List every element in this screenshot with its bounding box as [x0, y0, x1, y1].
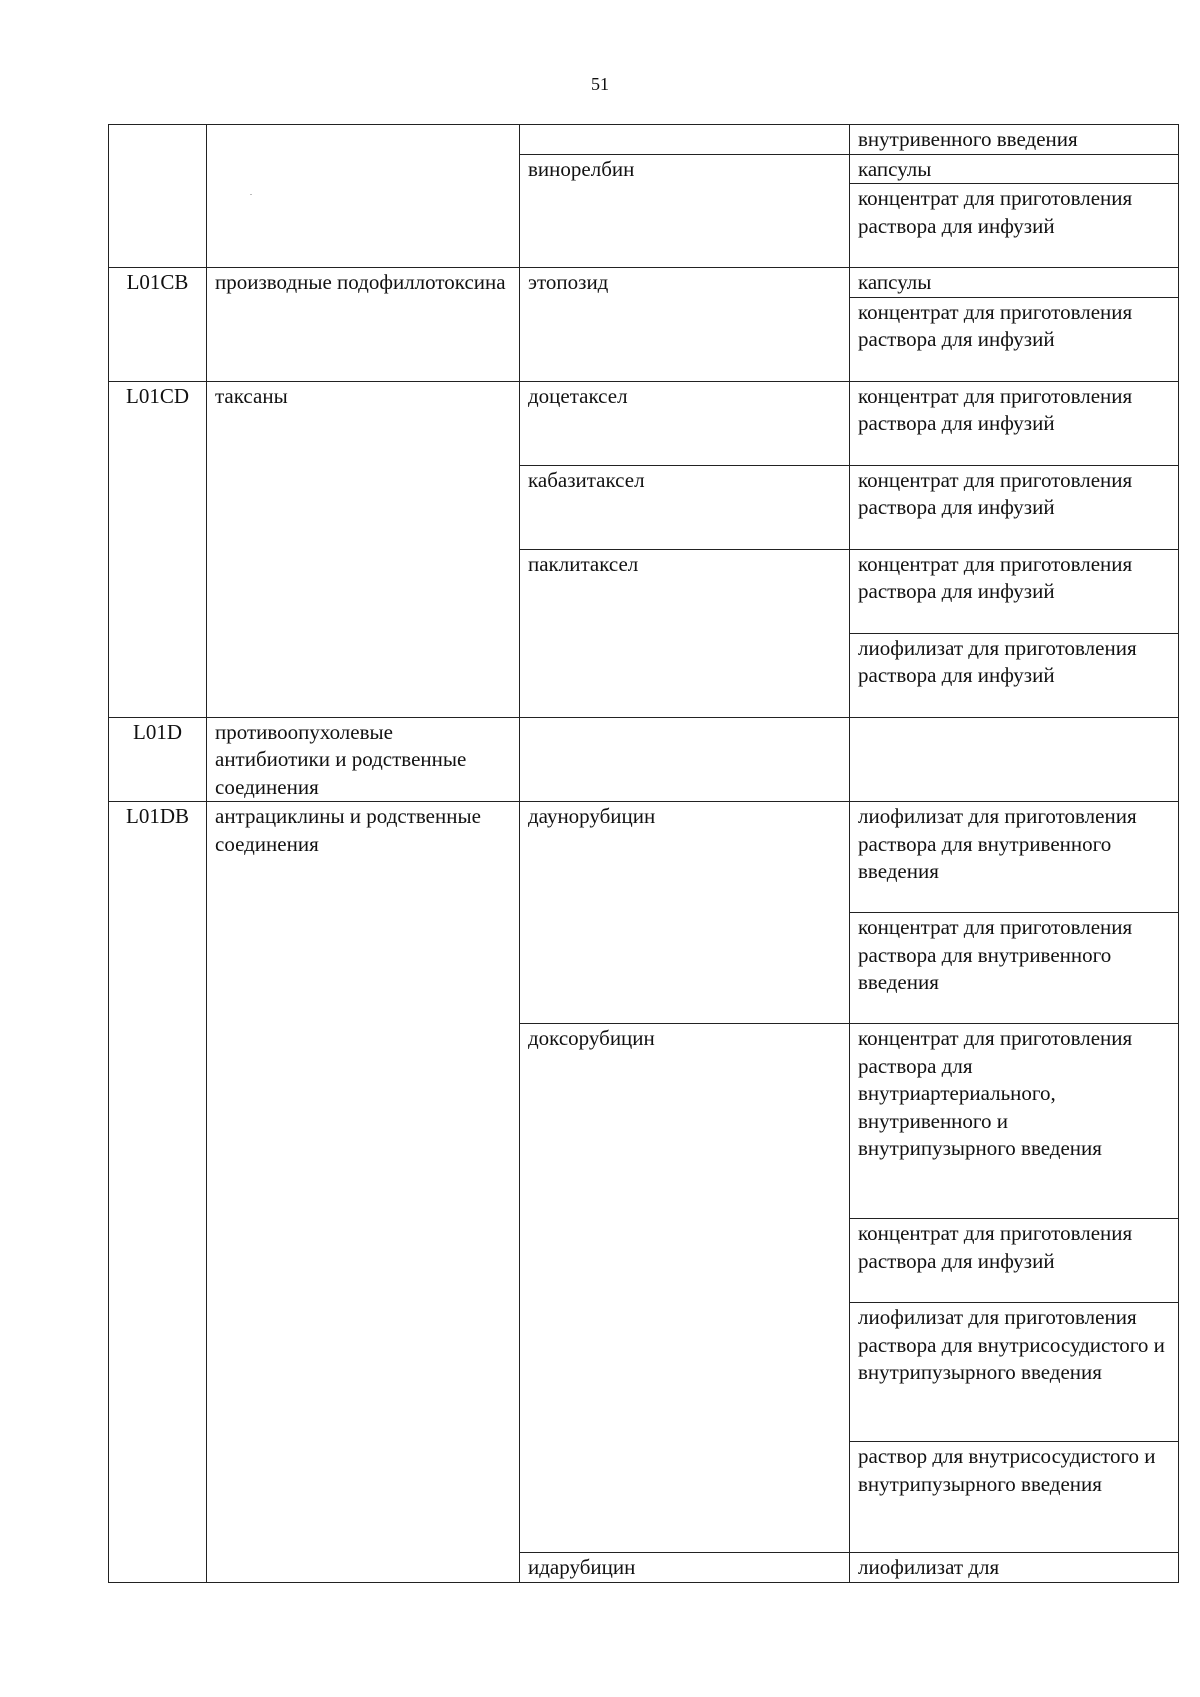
- atc-code-cell: L01DB: [109, 802, 207, 1583]
- atc-code-cell: [109, 125, 207, 268]
- drug-cell: доксорубицин: [520, 1024, 850, 1553]
- drug-table: [108, 124, 1179, 1583]
- drug-cell: доцетаксел: [520, 381, 850, 465]
- atc-code-cell: L01CB: [109, 268, 207, 382]
- group-cell: таксаны: [207, 381, 520, 717]
- dosage-form-cell: лиофилизат для приготовления раствора для инфузий: [850, 633, 1179, 717]
- drug-cell: идарубицин: [520, 1553, 850, 1583]
- dosage-form-cell: концентрат для приготовления раствора для инфузий: [850, 549, 1179, 633]
- dosage-form-cell: концентрат для приготовления раствора для внутривенного введения: [850, 913, 1179, 1024]
- dosage-form-cell: концентрат для приготовления раствора для инфузий: [850, 297, 1179, 381]
- table-row: [109, 268, 1179, 298]
- drug-cell: этопозид: [520, 268, 850, 382]
- drug-cell: винорелбин: [520, 154, 850, 268]
- dosage-form-cell: капсулы: [850, 154, 1179, 184]
- drug-cell: [520, 125, 850, 155]
- atc-code-cell: L01CD: [109, 381, 207, 717]
- drug-cell: паклитаксел: [520, 549, 850, 717]
- dosage-form-cell: [850, 717, 1179, 802]
- group-cell: противоопухолевые антибиотики и родственные соединения: [207, 717, 520, 802]
- group-cell: антрациклины и родственные соединения: [207, 802, 520, 1583]
- dosage-form-cell: лиофилизат для приготовления раствора для внутривенного введения: [850, 802, 1179, 913]
- dosage-form-cell: раствор для внутрисосудистого и внутрипузырного введения: [850, 1442, 1179, 1553]
- drug-cell: даунорубицин: [520, 802, 850, 1024]
- table-row: [109, 125, 1179, 155]
- dosage-form-cell: внутривенного введения: [850, 125, 1179, 155]
- dosage-form-cell: лиофилизат для приготовления раствора для внутрисосудистого и внутрипузырного введения: [850, 1303, 1179, 1442]
- dosage-form-cell: концентрат для приготовления раствора для инфузий: [850, 1219, 1179, 1303]
- group-cell: [207, 125, 520, 268]
- dosage-form-cell: концентрат для приготовления раствора для инфузий: [850, 184, 1179, 268]
- dosage-form-cell: концентрат для приготовления раствора для инфузий: [850, 381, 1179, 465]
- table-row: [109, 802, 1179, 913]
- drug-cell: [520, 717, 850, 802]
- drug-cell: кабазитаксел: [520, 465, 850, 549]
- table-row: [109, 381, 1179, 465]
- dosage-form-cell: концентрат для приготовления раствора для внутриартериального, внутривенного и внутрипузырного введения: [850, 1024, 1179, 1219]
- dosage-form-cell: капсулы: [850, 268, 1179, 298]
- group-cell: производные подофиллотоксина: [207, 268, 520, 382]
- atc-code-cell: L01D: [109, 717, 207, 802]
- page-number: 51: [591, 74, 609, 94]
- table-row: [109, 717, 1179, 802]
- dosage-form-cell: концентрат для приготовления раствора для инфузий: [850, 465, 1179, 549]
- dosage-form-cell: лиофилизат для: [850, 1553, 1179, 1583]
